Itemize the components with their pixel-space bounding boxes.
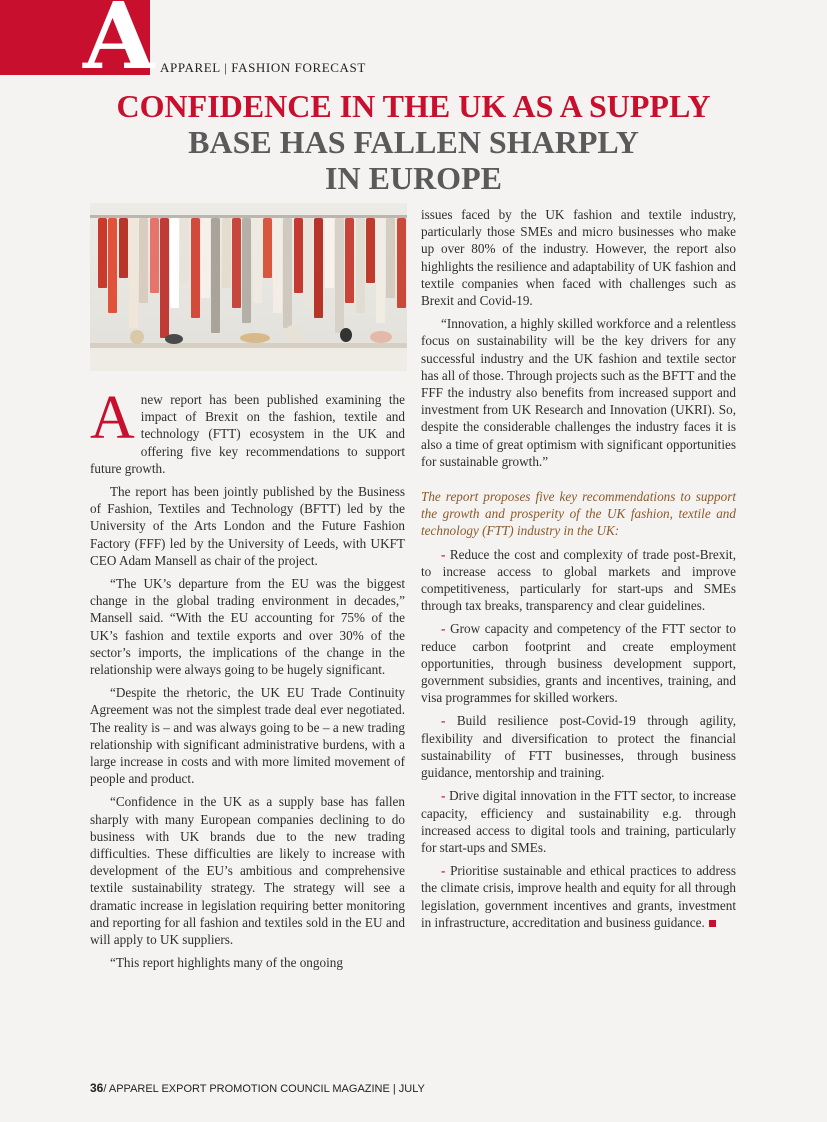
shelf-accessory [130,330,144,344]
paragraph: The report has been jointly published by the Business of Fashion, Textiles and Technology (BFTT) led by the University of the Arts London and the Future Fashion Factory (FFF) led by the University of Leeds, with UKFT CEO Adam Mansell as chair of the project. [90,484,405,568]
garment-on-rack [283,218,292,328]
garment-on-rack [201,218,210,298]
paragraph: issues faced by the UK fashion and textile industry, particularly those SMEs and micro businesses who make up over 80% of the industry. However, the report also highlights the resilience and adaptability of UK fashion and textile companies when faced with challenges such as Brexit and Covid-19. [421,207,736,309]
garment-on-rack [294,218,303,293]
dash-marker: - [441,863,446,879]
photo-floor [90,348,407,371]
recommendation-text: Build resilience post-Covid-19 through agility, flexibility and diversification to protect the financial sustainability of FTT businesses, through business guidance, mentorship and training. [421,713,736,781]
intro-paragraph [90,384,405,477]
garment-on-rack [366,218,375,283]
clothing-rack-photo [90,203,407,371]
recommendation-text: Grow capacity and competency of the FTT sector to reduce carbon footprint and create employment opportunities, through business development support, government subsidies, grants and incentives, training, and visa programmes for skilled workers. [421,621,737,706]
shelf-accessory [340,328,352,342]
recommendation-item [421,546,736,615]
garment-on-rack [170,218,179,308]
garment-on-rack [356,218,365,313]
shelf-accessory [165,334,183,344]
garment-on-rack [242,218,251,323]
garment-on-rack [376,218,385,323]
shelf-accessory [370,331,392,343]
dash-marker: - [441,621,446,637]
shelf-accessory [285,325,301,343]
section-label: APPAREL | FASHION FORECAST [160,60,366,75]
garment-on-rack [98,218,107,288]
dash-marker: - [441,713,446,729]
drop-cap: A [90,384,135,452]
dash-marker: - [441,788,446,804]
garment-on-rack [150,218,159,293]
recommendation-text: Reduce the cost and complexity of trade post-Brexit, to increase access to global markets and improve competitiveness, particularly for start-ups and SMEs through tax breaks, transparency and clear guidelines. [421,546,736,614]
headline-line-1: CONFIDENCE IN THE UK AS A SUPPLY [116,88,711,124]
recommendation-item [421,862,736,931]
garment-on-rack [211,218,220,333]
garment-on-rack [273,218,282,313]
recommendation-text: Drive digital innovation in the FTT sector, to increase capacity, efficiency and sustainability e.g. through increased access to digital tools and training, particularly for start-ups and SMEs. [421,788,736,855]
garment-on-rack [180,218,189,283]
garment-on-rack [397,218,406,308]
paragraph: “Innovation, a highly skilled workforce and a relentless focus on sustainability will be the key drivers for any successful industry and the UK fashion and textile sector has all of those. Through projects such as the BFTT and the FFF the industry also benefits from increased support and investment from UK Research and Innovation (UKRI). So, despite the considerable challenges the industry faces it is also a time of great optimism with significant opportunities for sustainable growth.” [421,316,736,469]
recommendation-item [421,620,736,706]
garment-on-rack [335,218,344,333]
garment-on-rack [232,218,241,308]
article-headline [40,88,787,196]
dash-marker: - [441,546,446,562]
shelf-accessory [240,333,270,343]
garment-on-rack [325,218,334,288]
footer-separator: / [103,1083,107,1095]
paragraph: “Despite the rhetoric, the UK EU Trade Continuity Agreement was not the simplest trade deal ever negotiated. The reality is – and was always going to be – a new trading relationship with significant administrative burdens, with a large increase in costs and with more limited movement of people and product. [90,685,405,787]
page-number: 36 [90,1081,104,1095]
garment-on-rack [253,218,262,303]
paragraph: “The UK’s departure from the EU was the biggest change in the global trading environment in decades,” Mansell said. “With the EU accounting for 75% of the UK’s fashion and textile exports and over 30% of the sector’s imports, the implications of the change in the relationship were always going to be hugely significant. [90,576,405,678]
garment-on-rack [345,218,354,303]
garment-on-rack [160,218,169,338]
magazine-name: APPAREL EXPORT PROMOTION COUNCIL MAGAZINE | JULY [108,1083,425,1095]
garment-on-rack [191,218,200,318]
section-letter: A [83,0,155,90]
garment-on-rack [108,218,117,313]
paragraph: “This report highlights many of the ongoing [110,955,343,971]
garment-on-rack [129,218,138,328]
garment-on-rack [314,218,323,318]
recommendation-text: Prioritise sustainable and ethical practices to address the climate crisis, improve health and equity for all through legislation, government incentives and grants, investment in infrastructure, accreditation and business guidance. [421,863,736,930]
recommendation-item [421,787,736,856]
garment-on-rack [386,218,395,298]
garment-on-rack [304,218,313,308]
garment-on-rack [222,218,231,288]
recommendation-item [421,712,736,781]
intro-text: new report has been published examining the impact of Brexit on the fashion, textile and technology (FTT) ecosystem in the UK and offering five key recommendations to support future growth. [90,392,405,476]
garment-on-rack [119,218,128,278]
recommendations-lead: The report proposes five key recommendations to support the growth and prosperity of the UK fashion, textile and technology (FTT) industry in the UK: [421,489,736,539]
right-column [421,206,736,937]
page-footer [90,1081,425,1095]
headline-line-2: BASE HAS FALLEN SHARPLY [188,124,639,160]
garment-on-rack [263,218,272,278]
paragraph: “Confidence in the UK as a supply base has fallen sharply with many European companies declining to do business with UK brands due to the new trading difficulties. These difficulties are likely to increase with development of the EU’s ambitious and comprehensive textile sustainability strategy. The strategy will see a dramatic increase in legislation requiring better monitoring and reporting for all fashion and textiles sold in the EU and will apply to UK suppliers. [90,794,405,948]
end-of-article-icon [709,920,716,927]
garment-on-rack [139,218,148,303]
headline-line-3: IN EUROPE [325,160,502,196]
left-column [90,384,405,978]
